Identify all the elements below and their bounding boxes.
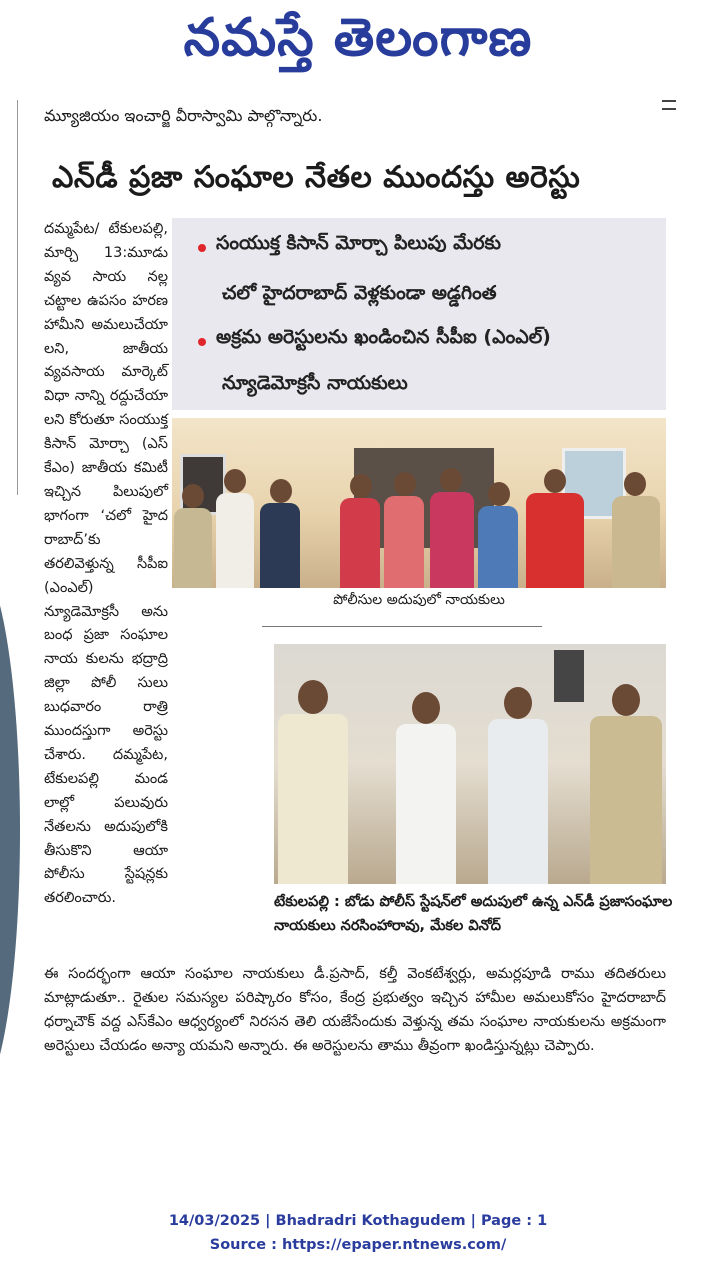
previous-article-line: మ్యూజియం ఇంచార్జి వీరాస్వామి పాల్గొన్నారు. bbox=[44, 106, 323, 125]
bullet-icon bbox=[198, 338, 206, 346]
photo-person bbox=[396, 724, 456, 884]
bullet-icon bbox=[198, 244, 206, 252]
article-headline: ఎన్‌డీ ప్రజా సంఘాల నేతల ముందస్తు అరెస్టు bbox=[52, 160, 581, 195]
column-divider bbox=[17, 100, 18, 495]
photo-person-head bbox=[544, 469, 566, 493]
photo-person bbox=[174, 508, 212, 588]
photo-person-head bbox=[298, 680, 328, 714]
column-paragraph: దమ్మపేట/ టేకులపల్లి, మార్చి 13:మూడు వ్యవ సాయ నల్ల చట్టాల ఉపసం హరణ హామీని అమలుచేయా లని, జాతీయ వ్యవసాయ మార్కెట్ విధా నాన్ని రద్దుచేయా లని కోరుతూ సంయుక్త కిసాన్ మోర్చా (ఎస్ కేఎం) జాతీయ కమిటీ ఇచ్చిన పిలుపులో భాగంగా ‘చలో హైద రాబాద్’కు తరలివెళ్తున్న సీపీఐ (ఎంఎల్) న్యూడెమోక్రసీ అను బంధ ప్రజా సంఘాల నాయ కులను భద్రాద్రి జిల్లా పోలీ సులు బుధవారం రాత్రి ముందస్తుగా అరెస్టు చేశారు. దమ్మపేట, టేకులపల్లి మండ లాల్లో పలువురు నేతలను అదుపులోకి తీసుకొని ఆయా పోలీసు స్టేషన్లకు తరలించారు. bbox=[44, 221, 168, 907]
photo-person bbox=[526, 493, 584, 588]
photo-police-station bbox=[274, 644, 666, 884]
footer-date-edition: 14/03/2025 | Bhadradri Kothagudem | Page : 1 bbox=[168, 1213, 548, 1229]
group-photo-police-custody bbox=[172, 418, 666, 588]
closing-paragraph: ఈ సందర్భంగా ఆయా సంఘాల నాయకులు డీ.ప్రసాద్, కల్తీ వెంకటేశ్వర్లు, అమర్లపూడి రాము తదితరులు మాట్లాడుతూ.. రైతుల సమస్యల పరిష్కారం కోసం, కేంద్ర ప్రభుత్వం ఇచ్చిన హామీల అమలుకోసం హైదరాబాద్ ధర్నాచౌక్ వద్ద ఎస్‌కేఎం ఆధ్వర్యంలో నిరసన తెలి యజేసేందుకు వెళ్తున్న తమ సంఘాల నాయకులను అక్రమంగా అరెస్టులు చేయడం అన్యా యమని అన్నారు. ఈ అరెస్టులను తాము తీవ్రంగా ఖండిస్తున్నట్లు చెప్పారు. bbox=[44, 966, 666, 1054]
photo-person bbox=[278, 714, 348, 884]
article-closing-text bbox=[44, 962, 666, 1058]
article-column-text bbox=[44, 218, 168, 911]
decorative-arc bbox=[0, 560, 20, 1100]
photo-person-head bbox=[612, 684, 640, 716]
highlight-1-line-1: సంయుక్త కిసాన్ మోర్చా పిలుపు మేరకు bbox=[216, 232, 501, 254]
photo-person-head bbox=[182, 484, 204, 508]
highlight-2-line-1: అక్రమ అరెస్టులను ఖండించిన సీపీఐ (ఎంఎల్) bbox=[216, 326, 551, 348]
photo-person bbox=[340, 498, 380, 588]
photo-2-caption: టేకులపల్లి : బోడు పోలీస్ స్టేషన్‌లో అదుపులో ఉన్న ఎన్‌డీ ప్రజాసంఘాల నాయకులు నరసింహారావు, మేకల వినోద్ bbox=[274, 894, 673, 934]
photo-signboard bbox=[554, 650, 584, 702]
photo-person bbox=[260, 503, 300, 588]
photo-person-head bbox=[350, 474, 372, 498]
photo-person-head bbox=[504, 687, 532, 719]
photo-person-head bbox=[394, 472, 416, 496]
photo-person bbox=[612, 496, 660, 588]
caption-underline bbox=[262, 626, 542, 627]
newspaper-masthead bbox=[0, 0, 716, 92]
photo-person bbox=[430, 492, 474, 588]
footer-source: Source : https://epaper.ntnews.com/ bbox=[209, 1237, 507, 1253]
masthead-title: నమస్తే తెలంగాణ bbox=[183, 8, 533, 68]
photo-person-head bbox=[270, 479, 292, 503]
section-mark bbox=[662, 100, 676, 110]
photo-person bbox=[216, 493, 254, 588]
highlight-1-line-2: చలో హైదరాబాద్ వెళ్లకుండా అడ్డగింత bbox=[222, 282, 497, 304]
photo-person-head bbox=[488, 482, 510, 506]
highlight-2-line-2: న్యూడెమోక్రసీ నాయకులు bbox=[222, 372, 408, 394]
photo-person-head bbox=[440, 468, 462, 492]
photo-person bbox=[488, 719, 548, 884]
photo-person bbox=[384, 496, 424, 588]
photo-person bbox=[478, 506, 518, 588]
photo-person-head bbox=[412, 692, 440, 724]
photo-person-head bbox=[624, 472, 646, 496]
photo-person-head bbox=[224, 469, 246, 493]
highlight-box bbox=[172, 218, 666, 410]
photo-1-caption: పోలీసుల అదుపులో నాయకులు bbox=[333, 592, 505, 608]
photo-person bbox=[590, 716, 662, 884]
